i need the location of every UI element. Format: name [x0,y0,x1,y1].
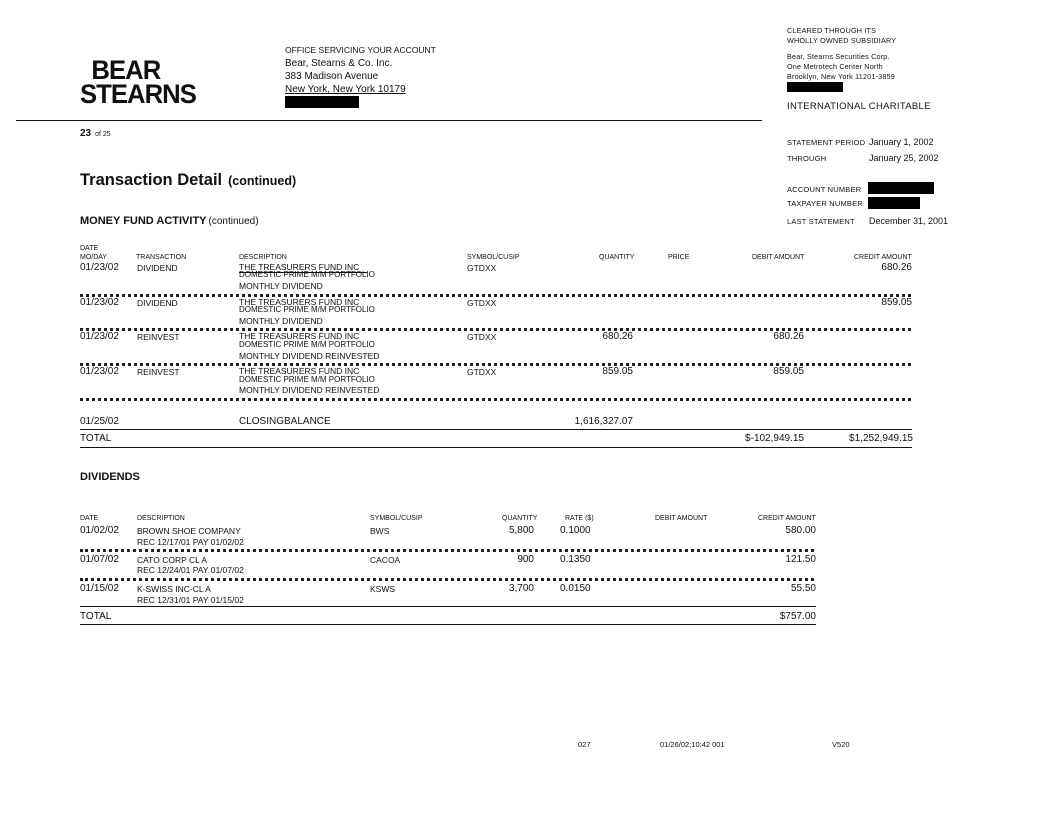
mf-row-transaction: DIVIDEND [137,263,178,273]
through-value: January 25, 2002 [869,153,939,163]
col-symbol: SYMBOL/CUSIP [467,254,520,261]
div-row-rate: 0.1350 [560,554,591,565]
div-col-description: DESCRIPTION [137,515,185,522]
office-street: 383 Madison Avenue [285,71,379,82]
office-address [285,44,436,112]
cleared-city: Brooklyn, New York 11201-3859 [787,72,895,81]
div-row-symbol: KSWS [370,584,396,594]
footer-timestamp: 01/26/02;10:42 001 [660,740,725,749]
col-transaction: TRANSACTION [136,254,187,261]
footer-code-1: 027 [578,740,591,749]
div-row-date: 01/02/02 [80,525,119,536]
div-row-credit: 121.50 [785,554,816,565]
col-credit: CREDIT AMOUNT [854,254,912,261]
mf-row-desc-3: MONTHLY DIVIDEND [239,316,323,326]
mf-row-desc-2: DOMESTIC PRIME M/M PORTFOLIO [239,305,375,314]
logo-line-1: BEAR [91,55,161,85]
div-row-quantity: 5,800 [508,525,534,536]
account-number-label: ACCOUNT NUMBER [787,185,862,194]
closing-date: 01/25/02 [80,416,119,427]
mf-row-desc-1: THE TREASURERS FUND INC [239,262,360,272]
page-title-continued: (continued) [228,174,297,188]
div-col-symbol: SYMBOL/CUSIP [370,515,423,522]
office-city: New York, New York 10179 [285,84,406,95]
header-divider [16,120,762,121]
div-col-quantity: QUANTITY [502,515,538,522]
mf-row-date: 01/23/02 [80,331,119,342]
col-description: DESCRIPTION [239,254,287,261]
mf-row-desc-2: DOMESTIC PRIME M/M PORTFOLIO [239,270,375,279]
dividends-title: DIVIDENDS [80,471,140,483]
col-date-top: DATE [80,245,99,252]
cleared-line-2: WHOLLY OWNED SUBSIDIARY [787,36,897,45]
section-title [80,215,259,227]
desc-underline [239,272,367,273]
redacted-block [787,82,896,95]
div-row-desc-2: REC 12/24/01 PAY 01/07/02 [137,565,244,575]
mf-row-debit: 680.26 [773,331,804,342]
section-title-continued: (continued) [208,216,259,227]
closing-label: CLOSINGBALANCE [239,416,331,427]
mf-row-quantity: 859.05 [602,366,633,377]
row-separator [80,549,814,552]
col-debit: DEBIT AMOUNT [752,254,805,261]
div-row-rate: 0.1000 [560,525,591,536]
div-total-credit: $757.00 [779,611,816,622]
mf-row-quantity: 680.26 [602,331,633,342]
taxpayer-number-label: TAXPAYER NUMBER [787,199,863,208]
col-quantity: QUANTITY [599,254,635,261]
last-statement-label: LAST STATEMENT [787,217,855,226]
account-title: INTERNATIONAL CHARITABLE [787,101,931,112]
statement-period-value: January 1, 2002 [869,137,934,147]
div-col-credit: CREDIT AMOUNT [758,515,816,522]
closing-quantity: 1,616,327.07 [574,416,633,427]
mf-row-desc-1: THE TREASURERS FUND INC [239,297,360,307]
div-row-date: 01/15/02 [80,583,119,594]
cleared-name: Bear, Stearns Securities Corp. [787,52,890,61]
div-row-date: 01/07/02 [80,554,119,565]
mf-total-label: TOTAL [80,433,112,444]
mf-row-transaction: REINVEST [137,367,180,377]
mf-row-transaction: DIVIDEND [137,298,178,308]
col-date [80,244,107,262]
total-rule-bottom [80,447,912,448]
div-total-rule-top [80,606,816,607]
mf-row-symbol: GTDXX [467,367,497,377]
div-row-symbol: CACOA [370,555,401,565]
div-row-rate: 0.0150 [560,583,591,594]
mf-row-transaction: REINVEST [137,332,180,342]
page-number [80,128,111,139]
div-col-rate: RATE ($) [565,515,594,522]
mf-row-desc-1: THE TREASURERS FUND INC [239,366,360,376]
mf-row-symbol: GTDXX [467,263,497,273]
mf-row-symbol: GTDXX [467,332,497,342]
row-separator [80,578,814,581]
footer-code-3: V520 [832,740,850,749]
div-row-desc-1: K-SWISS INC-CL A [137,584,211,594]
mf-row-date: 01/23/02 [80,297,119,308]
page-total: of 25 [95,131,111,138]
mf-total-credit: $1,252,949.15 [849,433,913,444]
row-separator [80,398,911,401]
col-date-label: MO/DAY [80,254,108,261]
last-statement-value: December 31, 2001 [869,216,949,226]
mf-row-desc-2: DOMESTIC PRIME M/M PORTFOLIO [239,375,375,384]
div-row-desc-2: REC 12/31/01 PAY 01/15/02 [137,595,244,605]
bear-stearns-logo [80,55,196,109]
mf-row-desc-3: MONTHLY DIVIDEND [239,281,323,291]
page-title [80,171,296,190]
mf-row-desc-3: MONTHLY DIVIDEND REINVESTED [239,385,380,395]
mf-row-debit: 859.05 [773,366,804,377]
through-label: THROUGH [787,154,827,163]
mf-row-symbol: GTDXX [467,298,497,308]
logo-line-2: STEARNS [80,79,196,109]
div-total-label: TOTAL [80,611,112,622]
div-col-date: DATE [80,515,99,522]
div-row-desc-2: REC 12/17/01 PAY 01/02/02 [137,537,244,547]
redacted-account-number [868,182,934,194]
div-row-quantity: 3,700 [508,583,534,594]
total-rule-top [80,429,912,430]
redacted-block [285,96,436,112]
div-row-quantity: 900 [517,554,534,565]
page-title-text: Transaction Detail [80,171,223,189]
mf-row-desc-2: DOMESTIC PRIME M/M PORTFOLIO [239,340,375,349]
div-row-symbol: BWS [370,526,390,536]
cleared-line-1: CLEARED THROUGH ITS [787,26,877,35]
office-label: OFFICE SERVICING YOUR ACCOUNT [285,45,436,55]
row-separator [80,294,911,297]
col-price: PRICE [668,254,690,261]
mf-row-date: 01/23/02 [80,262,119,273]
redacted-taxpayer-number [868,197,920,209]
div-row-desc-1: CATO CORP CL A [137,555,208,565]
cleared-street: One Metrotech Center North [787,62,883,71]
section-title-text: MONEY FUND ACTIVITY [80,215,207,227]
mf-row-credit: 680.26 [881,262,912,273]
mf-row-desc-3: MONTHLY DIVIDEND REINVESTED [239,351,380,361]
statement-period-label: STATEMENT PERIOD [787,138,866,147]
div-row-credit: 55.50 [790,583,816,594]
mf-row-desc-1: THE TREASURERS FUND INC [239,331,360,341]
div-row-credit: 580.00 [785,525,816,536]
office-name: Bear, Stearns & Co. Inc. [285,58,393,69]
mf-row-date: 01/23/02 [80,366,119,377]
mf-total-debit: $-102,949.15 [745,433,804,444]
clearing-firm-address [787,26,896,95]
page-current: 23 [80,128,92,139]
div-row-desc-1: BROWN SHOE COMPANY [137,526,241,536]
div-total-rule-bottom [80,624,816,625]
div-col-debit: DEBIT AMOUNT [655,515,708,522]
mf-row-credit: 859.05 [881,297,912,308]
